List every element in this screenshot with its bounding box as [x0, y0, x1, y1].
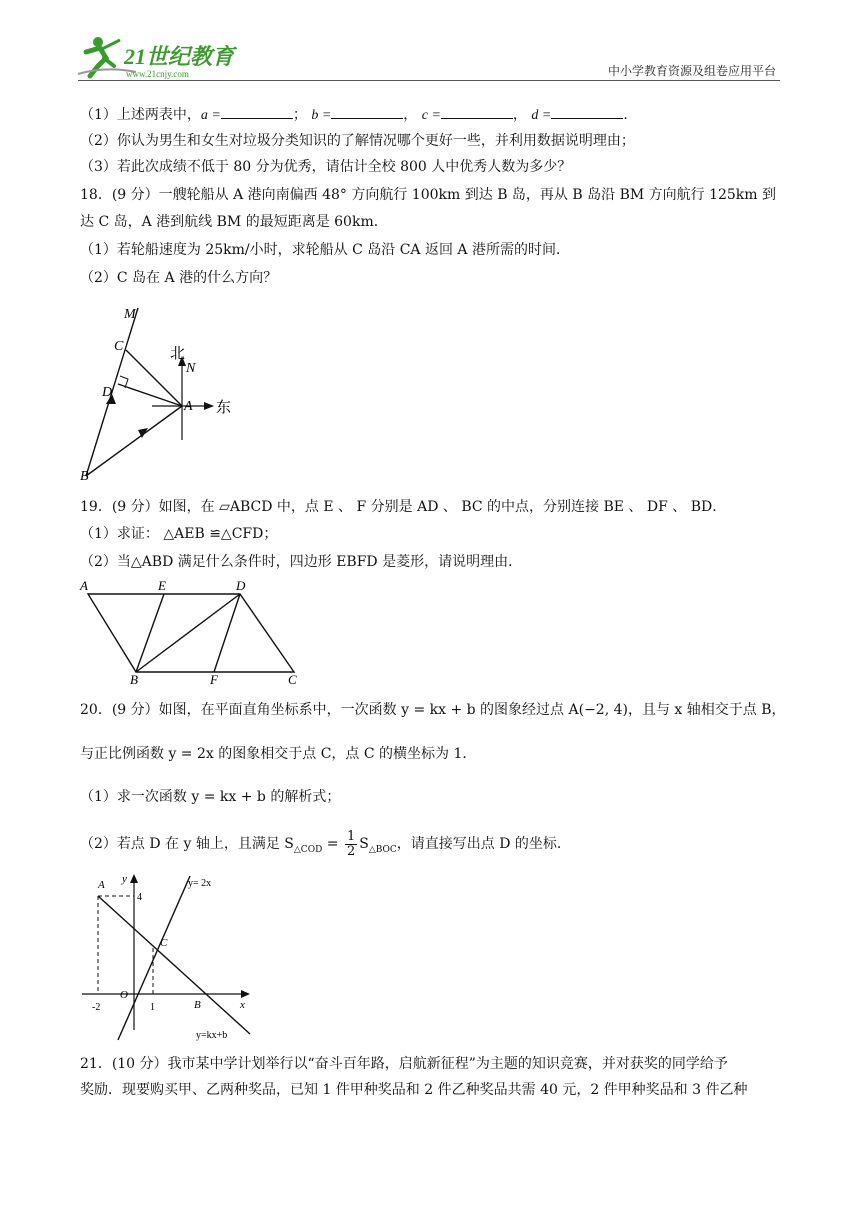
label-d: D [236, 578, 246, 593]
logo-text: 21世纪教育 [124, 44, 235, 69]
label-o: O [120, 989, 128, 1001]
q19-figure [78, 574, 308, 686]
q17-part1-prefix: （1）上述两表中， [80, 107, 201, 123]
label-east: 东 [216, 400, 232, 416]
frac-num: 1 [346, 828, 356, 844]
label-f: F [210, 672, 218, 686]
q20-stem-1: 20．(9 分）如图，在平面直角坐标系中，一次函数 y = kx + b 的图象经过点 A(−2, 4)，且与 x 轴相交于点 B， [80, 702, 786, 718]
sub-boc: △BOC [368, 844, 397, 855]
label-m: M [124, 307, 136, 322]
tick-neg2: -2 [92, 1002, 101, 1013]
q18-stem-2: 达 C 岛，A 港到航线 BM 的最短距离是 60km． [80, 214, 388, 230]
x-axis-arrow-icon [241, 990, 250, 998]
q17-c-label: c = [421, 108, 441, 123]
label-a: A [98, 879, 105, 891]
fraction-half [345, 830, 357, 859]
blank-a[interactable] [221, 104, 293, 119]
label-north: 北 [170, 346, 186, 362]
label-c: C [114, 339, 124, 354]
blank-c[interactable] [441, 104, 513, 119]
blank-b[interactable] [331, 104, 403, 119]
q18-stem-1: 18．(9 分）一艘轮船从 A 港向南偏西 48° 方向航行 100km 到达 B 岛，再从 B 岛沿 BM 方向航行 125km 到 [80, 187, 777, 203]
logo [76, 32, 246, 82]
q18-part2: （2）C 岛在 A 港的什么方向？ [80, 270, 278, 286]
line-y-kxb [98, 896, 250, 1034]
label-d: D [102, 385, 113, 400]
label-c: C [288, 672, 297, 686]
label-y-2x: y= 2x [188, 878, 212, 889]
q17-d-label: d = [531, 108, 552, 123]
sub-cod: △COD [293, 844, 323, 855]
header-divider [78, 80, 780, 81]
q19-part2: （2）当△ABD 满足什么条件时，四边形 EBFD 是菱形，请说明理由． [80, 554, 523, 570]
line-ba [86, 406, 182, 476]
q17-part2: （2）你认为男生和女生对垃圾分类知识的了解情况哪个更好一些，并利用数据说明理由； [80, 133, 635, 149]
logo-url: www.21cnjy.com [126, 69, 189, 79]
y-axis-arrow-icon [130, 874, 138, 883]
q19-stem: 19．(9 分）如图，在 ▱ABCD 中，点 E 、 F 分别是 AD 、 BC 的中点，分别连接 BE 、 DF 、 BD． [80, 499, 727, 515]
s-boc: S [359, 836, 369, 852]
line-da [118, 384, 182, 406]
q21-line-2: 奖励．现要购买甲、乙两种奖品，已知 1 件甲种奖品和 2 件乙种奖品共需 40 元，2 件甲种奖品和 3 件乙种 [80, 1082, 748, 1098]
q17-b-label: b = [311, 108, 332, 123]
label-y: y [122, 873, 127, 885]
tick-4: 4 [137, 892, 142, 903]
label-c: C [160, 937, 168, 949]
q20-part2-suffix: ，请直接写出点 D 的坐标． [396, 836, 571, 852]
q17-part1: （1）上述两表中，a = ； b = ， c = ， d = . [80, 104, 628, 126]
q20-part1: （1）求一次函数 y = kx + b 的解析式； [80, 789, 341, 805]
q19-part1: （1）求证： △AEB ≌△CFD； [80, 526, 278, 542]
blank-d[interactable] [551, 104, 623, 119]
platform-name: 中小学教育资源及组卷应用平台 [607, 64, 776, 78]
segment-be [136, 594, 164, 672]
label-a: A [80, 578, 88, 593]
q17-a-label: a = [200, 108, 221, 123]
segment-df [214, 594, 240, 672]
label-y-kxb: y=kx+b [196, 1030, 228, 1041]
q20-stem-2: 与正比例函数 y = 2x 的图象相交于点 C，点 C 的横坐标为 1． [80, 746, 477, 762]
tick-1: 1 [150, 1002, 155, 1013]
frac-den: 2 [346, 843, 356, 859]
q18-part1: （1）若轮船速度为 25km/小时，求轮船从 C 岛沿 CA 返回 A 港所需的时间． [80, 242, 570, 258]
segment-bd [136, 594, 240, 672]
east-arrow-icon [204, 402, 214, 410]
line-y-2x [118, 876, 190, 1040]
q20-part2-prefix: （2）若点 D 在 y 轴上，且满足 S [80, 836, 294, 852]
label-x: x [240, 999, 245, 1011]
q20-figure [78, 870, 258, 1042]
q21-line-1: 21．(10 分）我市某中学计划举行以“奋斗百年路，启航新征程”为主题的知识竞赛，并对获奖的同学给予 [80, 1056, 728, 1072]
q20-part2 [80, 826, 571, 862]
equals: = [322, 836, 343, 852]
label-b: B [80, 469, 89, 484]
parallelogram-abcd [88, 594, 294, 672]
label-e: E [158, 578, 166, 593]
q18-figure [78, 300, 238, 485]
label-b: B [130, 672, 138, 686]
label-b: B [194, 999, 201, 1011]
q17-part3: （3）若此次成绩不低于 80 分为优秀，请估计全校 800 人中优秀人数为多少？ [80, 159, 572, 175]
label-a: A [184, 399, 193, 414]
label-n: N [186, 361, 196, 376]
